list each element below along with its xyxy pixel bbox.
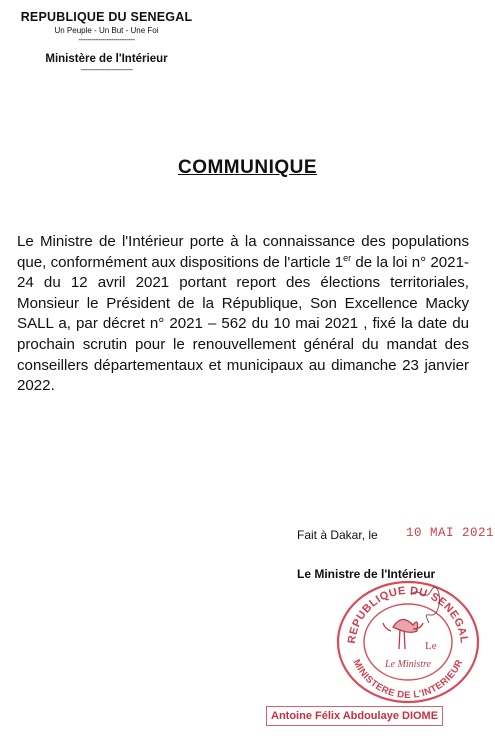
body-superscript: er [343, 252, 352, 263]
communique-body [17, 232, 469, 397]
seal-top-text: REPUBLIQUE DU SENEGAL [346, 584, 470, 645]
separator-line: -------------------------- [78, 35, 135, 44]
separator-line-2: ------------------------ [80, 65, 133, 74]
signer-title: Le Ministre de l'Intérieur [297, 567, 436, 581]
official-seal [333, 577, 483, 707]
seal-bottom-text: MINISTERE DE L'INTERIEUR [350, 657, 466, 702]
baobab-icon [383, 619, 423, 649]
place-line: Fait à Dakar, le [297, 528, 378, 542]
ministry-name: Ministère de l'Intérieur [45, 53, 168, 65]
document-title: COMMUNIQUE [177, 157, 318, 178]
letterhead [14, 10, 199, 74]
date-stamp: 10 MAI 2021 [406, 526, 495, 540]
body-text-part1: Le Ministre de l'Intérieur porte à la connaissance des populations que, conformément aux dispositions de l'article 1 [17, 233, 469, 271]
seal-center-text: Le Ministre [384, 659, 432, 670]
national-motto: Un Peuple - Un But - Une Foi [54, 26, 159, 35]
signer-name-stamp: Antoine Félix Abdoulaye DIOME [266, 706, 443, 726]
body-text-part2: de la loi n° 2021-24 du 12 avril 2021 portant report des élections territoriales, Monsieur le Président de la République, Son Excellence Macky SALL a, par décret n° 2021 – 562 du 10 mai 2021 , fixé la date du prochain scrutin pour le renouvellement général du mandat des conseillers départementaux et municipaux au dimanche 23 janvier 2022. [17, 253, 469, 395]
seal-center-label: Le [425, 640, 437, 652]
country-name: REPUBLIQUE DU SENEGAL [20, 10, 193, 24]
